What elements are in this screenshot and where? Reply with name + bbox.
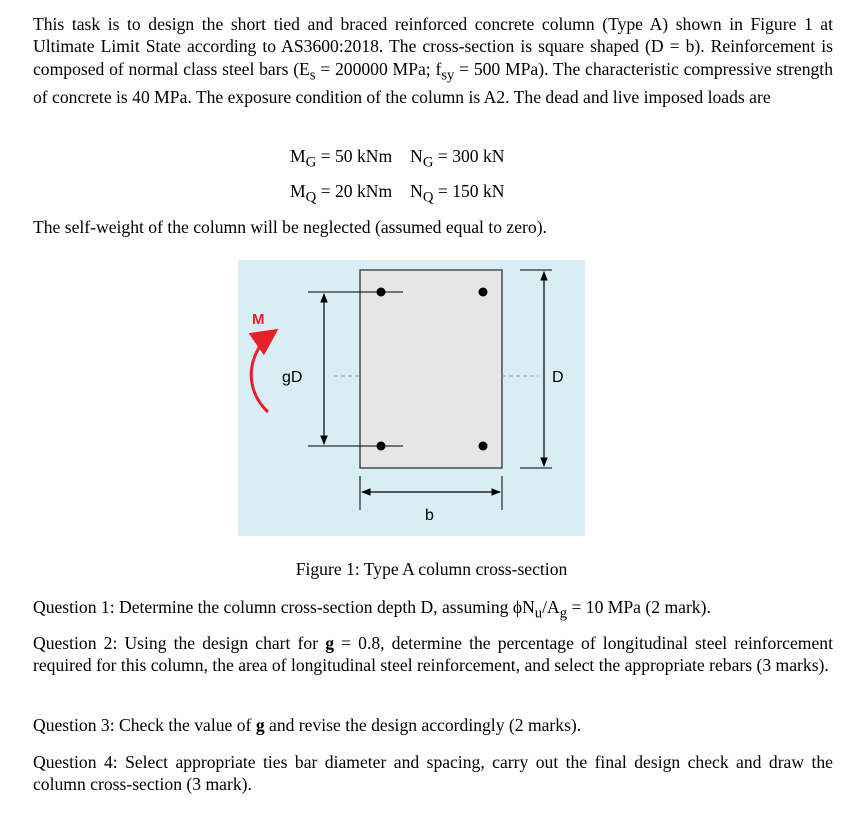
rebar-top-right bbox=[479, 288, 488, 297]
q1-sub-g: g bbox=[559, 605, 568, 622]
b-label: b bbox=[425, 507, 434, 524]
q3-tail: and revise the design accordingly (2 marks). bbox=[264, 715, 582, 735]
d-label: D bbox=[552, 369, 564, 386]
q1-sub-u: u bbox=[534, 605, 543, 622]
intro-es-subscript: s bbox=[309, 67, 316, 84]
mg-symbol: M bbox=[290, 146, 306, 166]
q3-g-symbol: g bbox=[255, 715, 265, 735]
live-load-equation bbox=[290, 180, 504, 209]
intro-text-1: This task is to design the short tied and braced reinforced concrete column (Type A) shown in Figure 1 at Ultimate Limit State according to AS3600:2018. The cross-section is square shaped (D = b). Reinforcement is composed of normal class steel bars (E bbox=[33, 14, 833, 79]
ng-symbol: N bbox=[410, 146, 423, 166]
intro-text-3: = 500 MPa). The characteristic compressive strength of concrete is 40 MPa. The exposure condition of the column is A2. The dead and live imposed loads are bbox=[33, 58, 833, 108]
mq-value: = 20 kNm bbox=[316, 181, 393, 201]
q2-text: Question 2: Using the design chart for bbox=[33, 633, 326, 653]
rebar-top-left bbox=[377, 288, 386, 297]
intro-text-2: = 200000 MPa; f bbox=[315, 58, 442, 79]
dead-load-equation bbox=[290, 145, 504, 174]
figure-caption: Figure 1: Type A column cross-section bbox=[295, 559, 568, 579]
moment-label: M bbox=[252, 311, 265, 328]
mg-subscript: G bbox=[305, 154, 317, 171]
q1-phi-nu: ϕN bbox=[512, 597, 535, 617]
question-1 bbox=[33, 596, 833, 625]
mq-symbol: M bbox=[290, 181, 306, 201]
cross-section-diagram bbox=[238, 260, 585, 536]
ng-value: = 300 kN bbox=[433, 146, 505, 166]
nq-subscript: Q bbox=[422, 189, 434, 206]
nq-symbol: N bbox=[410, 181, 423, 201]
rebar-bottom-right bbox=[479, 442, 488, 451]
gd-label: gD bbox=[282, 369, 303, 386]
mg-value: = 50 kNm bbox=[316, 146, 393, 166]
rebar-bottom-left bbox=[377, 442, 386, 451]
q2-tail: = 0.8, determine the percentage of longitudinal steel reinforcement required for this column, the area of longitudinal steel reinforcement, and select the appropriate rebars (3 marks). bbox=[33, 633, 833, 676]
column-cross-section-figure bbox=[238, 260, 585, 536]
q1-slash-ag: /A bbox=[542, 597, 560, 617]
q1-tail: = 10 MPa (2 mark). bbox=[567, 597, 711, 617]
moment-arrow-icon bbox=[251, 332, 274, 412]
column-section-rect bbox=[360, 270, 502, 468]
ng-subscript: G bbox=[422, 154, 434, 171]
nq-value: = 150 kN bbox=[433, 181, 505, 201]
question-2 bbox=[33, 632, 833, 677]
self-weight-note: The self-weight of the column will be neglected (assumed equal to zero). bbox=[33, 217, 547, 237]
question-4: Question 4: Select appropriate ties bar diameter and spacing, carry out the final design check and draw the column cross-section (3 mark). bbox=[33, 752, 833, 795]
q3-text: Question 3: Check the value of bbox=[33, 715, 256, 735]
q1-text: Question 1: Determine the column cross-section depth D, assuming bbox=[33, 597, 513, 617]
intro-fsy-subscript: sy bbox=[441, 67, 455, 84]
mq-subscript: Q bbox=[305, 189, 317, 206]
q2-g-symbol: g bbox=[325, 633, 334, 653]
intro-paragraph bbox=[33, 13, 833, 109]
question-3 bbox=[33, 714, 833, 736]
